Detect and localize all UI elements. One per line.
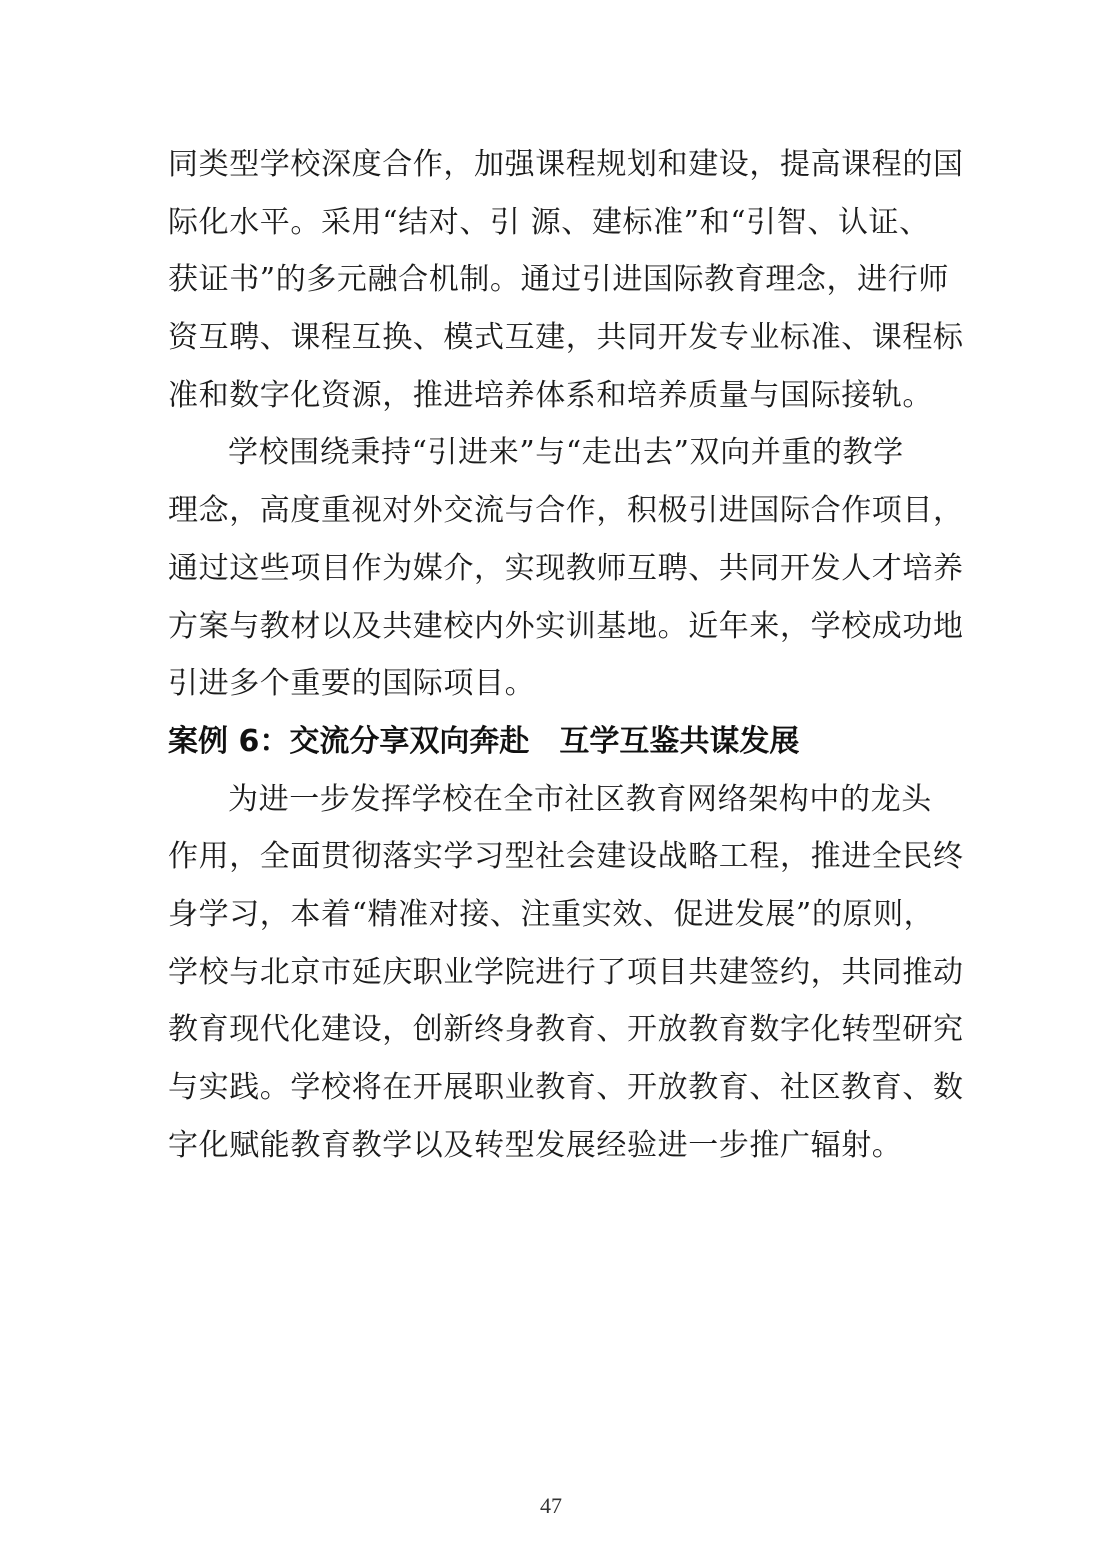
text-line: 教育现代化建设，创新终身教育、开放教育数字化转型研究: [168, 1012, 964, 1048]
case-heading: [168, 713, 936, 771]
page-number: 47: [540, 1493, 562, 1518]
text-line: 学校与北京市延庆职业学院进行了项目共建签约，共同推动: [168, 954, 964, 990]
text-line: 准和数字化资源，推进培养体系和培养质量与国际接轨。: [168, 377, 933, 413]
text-line: 方案与教材以及共建校内外实训基地。近年来，学校成功地: [168, 608, 964, 644]
case-heading-label: 案例 6：: [168, 723, 290, 759]
case-heading-title-part1: 交流分享双向奔赴: [289, 723, 530, 759]
text-line: 字化赋能教育教学以及转型发展经验进一步推广辐射。: [168, 1127, 903, 1163]
text-line: 与实践。学校将在开展职业教育、开放教育、社区教育、数: [168, 1070, 964, 1105]
case-heading-title-part2: 互学互鉴共谋发展: [559, 723, 800, 759]
paragraph-case: [168, 771, 964, 1175]
body-text: [168, 136, 964, 1174]
text-line: 际化水平。采用“结对、引 源、建标准”和“引智、认证、: [168, 204, 930, 240]
text-line: 为进一步发挥学校在全市社区教育网络架构中的龙头: [228, 781, 932, 817]
text-line: 学校围绕秉持“引进来”与“走出去”双向并重的教学: [228, 435, 904, 471]
text-line: 获证书”的多元融合机制。通过引进国际教育理念，进行师: [168, 262, 949, 298]
paragraph-intro: [168, 424, 964, 712]
text-line: 引进多个重要的国际项目。: [168, 666, 536, 702]
text-line: 身学习，本着“精准对接、注重实效、促进发展”的原则，: [168, 896, 935, 932]
text-line: 理念，高度重视对外交流与合作，积极引进国际合作项目，: [168, 493, 964, 529]
text-line: 同类型学校深度合作，加强课程规划和建设，提高课程的国: [168, 147, 964, 182]
text-line: 作用，全面贯彻落实学习型社会建设战略工程，推进全民终: [168, 839, 964, 875]
text-line: 通过这些项目作为媒介，实现教师互聘、共同开发人才培养: [168, 550, 964, 586]
paragraph-top: [168, 136, 964, 424]
text-line: 资互聘、课程互换、模式互建，共同开发专业标准、课程标: [168, 320, 964, 356]
